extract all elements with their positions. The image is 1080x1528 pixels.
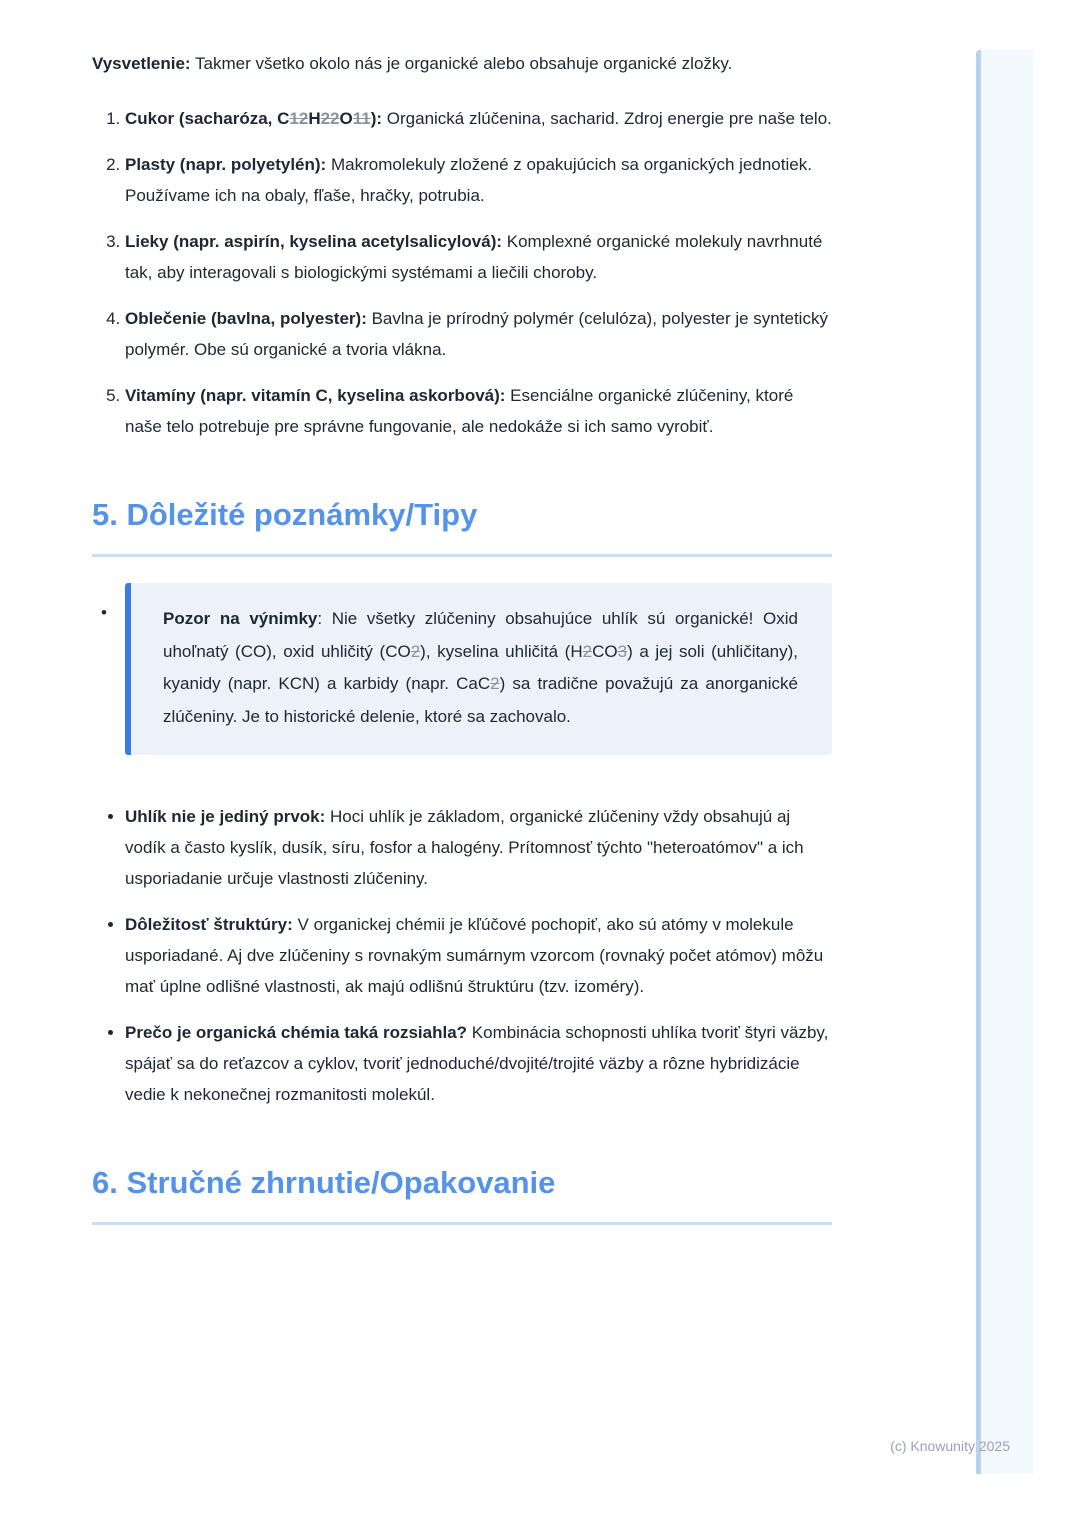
text-run: Takmer všetko okolo nás je organické alebo obsahuje organické zložky. (190, 54, 733, 73)
struck-text-run: 2 (582, 641, 593, 661)
bold-text-run: Cukor (sacharóza, C (125, 109, 290, 128)
text-run: Komplexné organické molekuly navrhnuté tak, aby interagovali s biologickými systémami a liečili choroby. (125, 232, 823, 282)
callout-row (92, 583, 832, 755)
text-run: Esenciálne organické zlúčeniny, ktoré naše telo potrebuje pre správne fungovanie, ale nedokáže si ich samo vyrobiť. (125, 386, 794, 436)
struck-text-run: 2 (410, 641, 421, 661)
list-item (125, 380, 832, 442)
text-run: Makromolekuly zložené z opakujúcich sa organických jednotiek. Používame ich na obaly, fľaše, hračky, potrubia. (125, 155, 812, 205)
text-run: V organickej chémii je kľúčové pochopiť, ako sú atómy v molekule usporiadané. Aj dve zlúčeniny s rovnakým sumárnym vzorcom (rovnaký počet atómov) môžu mať úplne odlišné vlastnosti, ak majú odlišnú štruktúru (tzv. izoméry). (125, 915, 824, 996)
callout-tip-box (125, 583, 832, 755)
bold-text-run: Plasty (napr. polyetylén): (125, 155, 327, 174)
examples-numbered-list (92, 103, 832, 442)
struck-text-run: 11 (352, 109, 371, 128)
text-run: Kombinácia schopnosti uhlíka tvoriť štyri väzby, spájať sa do reťazcov a cyklov, tvoriť jednoduché/dvojité/trojité väzby a rôzne hybridizácie vedie k nekonečnej rozmanitosti molekúl. (125, 1023, 829, 1104)
section-divider (92, 554, 832, 557)
bold-text-run: Vysvetlenie: (92, 54, 191, 73)
intro-paragraph (92, 48, 832, 79)
section-divider (92, 1222, 832, 1225)
bold-text-run: H (308, 109, 321, 128)
bold-text-run: Uhlík nie je jediný prvok: (125, 807, 326, 826)
list-item (125, 103, 832, 134)
list-item (125, 149, 832, 211)
struck-text-run: 2 (490, 674, 500, 693)
text-run: ), kyselina uhličitá (H (420, 641, 583, 661)
notes-bullet-list (92, 801, 832, 1110)
text-run: ) a jej soli (uhličitany), kyanidy (napr. KCN) a karbidy (napr. CaC (163, 641, 798, 693)
list-item (125, 1017, 832, 1110)
list-item (125, 226, 832, 288)
list-item (125, 303, 832, 365)
section-heading-tips: 5. Dôležité poznámky/Tipy (92, 497, 478, 532)
bold-text-run: Oblečenie (bavlna, polyester): (125, 309, 367, 328)
text-run: Bavlna je prírodný polymér (celulóza), polyester je syntetický polymér. Obe sú organické a tvoria vlákna. (125, 309, 828, 359)
list-item (125, 801, 832, 894)
struck-text-run: 3 (617, 641, 628, 661)
text-run: CO (592, 641, 618, 661)
bold-text-run: Lieky (napr. aspirín, kyselina acetylsalicylová): (125, 232, 503, 251)
struck-text-run: 12 (289, 109, 309, 128)
list-item (125, 909, 832, 1002)
text-run: : Nie všetky zlúčeniny obsahujúce uhlík sú organické! Oxid uhoľnatý (CO), oxid uhličitý (CO (163, 609, 798, 661)
bullet-marker-icon: • (101, 603, 107, 622)
copyright-footer: (c) Knowunity 2025 (890, 1438, 1010, 1454)
text-run: Hoci uhlík je základom, organické zlúčeniny vždy obsahujú aj vodík a často kyslík, dusík, síru, fosfor a halogény. Prítomnosť týchto "heteroatómov" a ich usporiadanie určuje vlastnosti zlúčeniny. (125, 807, 804, 888)
bold-text-run: Prečo je organická chémia taká rozsiahla? (125, 1023, 468, 1042)
page-edge-strip (976, 50, 1033, 1474)
bold-text-run: Vitamíny (napr. vitamín C, kyselina askorbová): (125, 386, 506, 405)
document-content (92, 0, 832, 1225)
struck-text-run: 22 (320, 109, 340, 128)
bold-text-run: Dôležitosť štruktúry: (125, 915, 293, 934)
text-run: ) sa tradične považujú za anorganické zlúčeniny. Je to historické delenie, ktoré sa zachovalo. (163, 674, 798, 726)
section-heading-summary: 6. Stručné zhrnutie/Opakovanie (92, 1165, 556, 1200)
bold-text-run: Pozor na výnimky (163, 609, 318, 628)
bold-text-run: ): (370, 109, 383, 128)
bold-text-run: O (339, 109, 353, 128)
text-run: Organická zlúčenina, sacharid. Zdroj energie pre naše telo. (382, 109, 832, 128)
